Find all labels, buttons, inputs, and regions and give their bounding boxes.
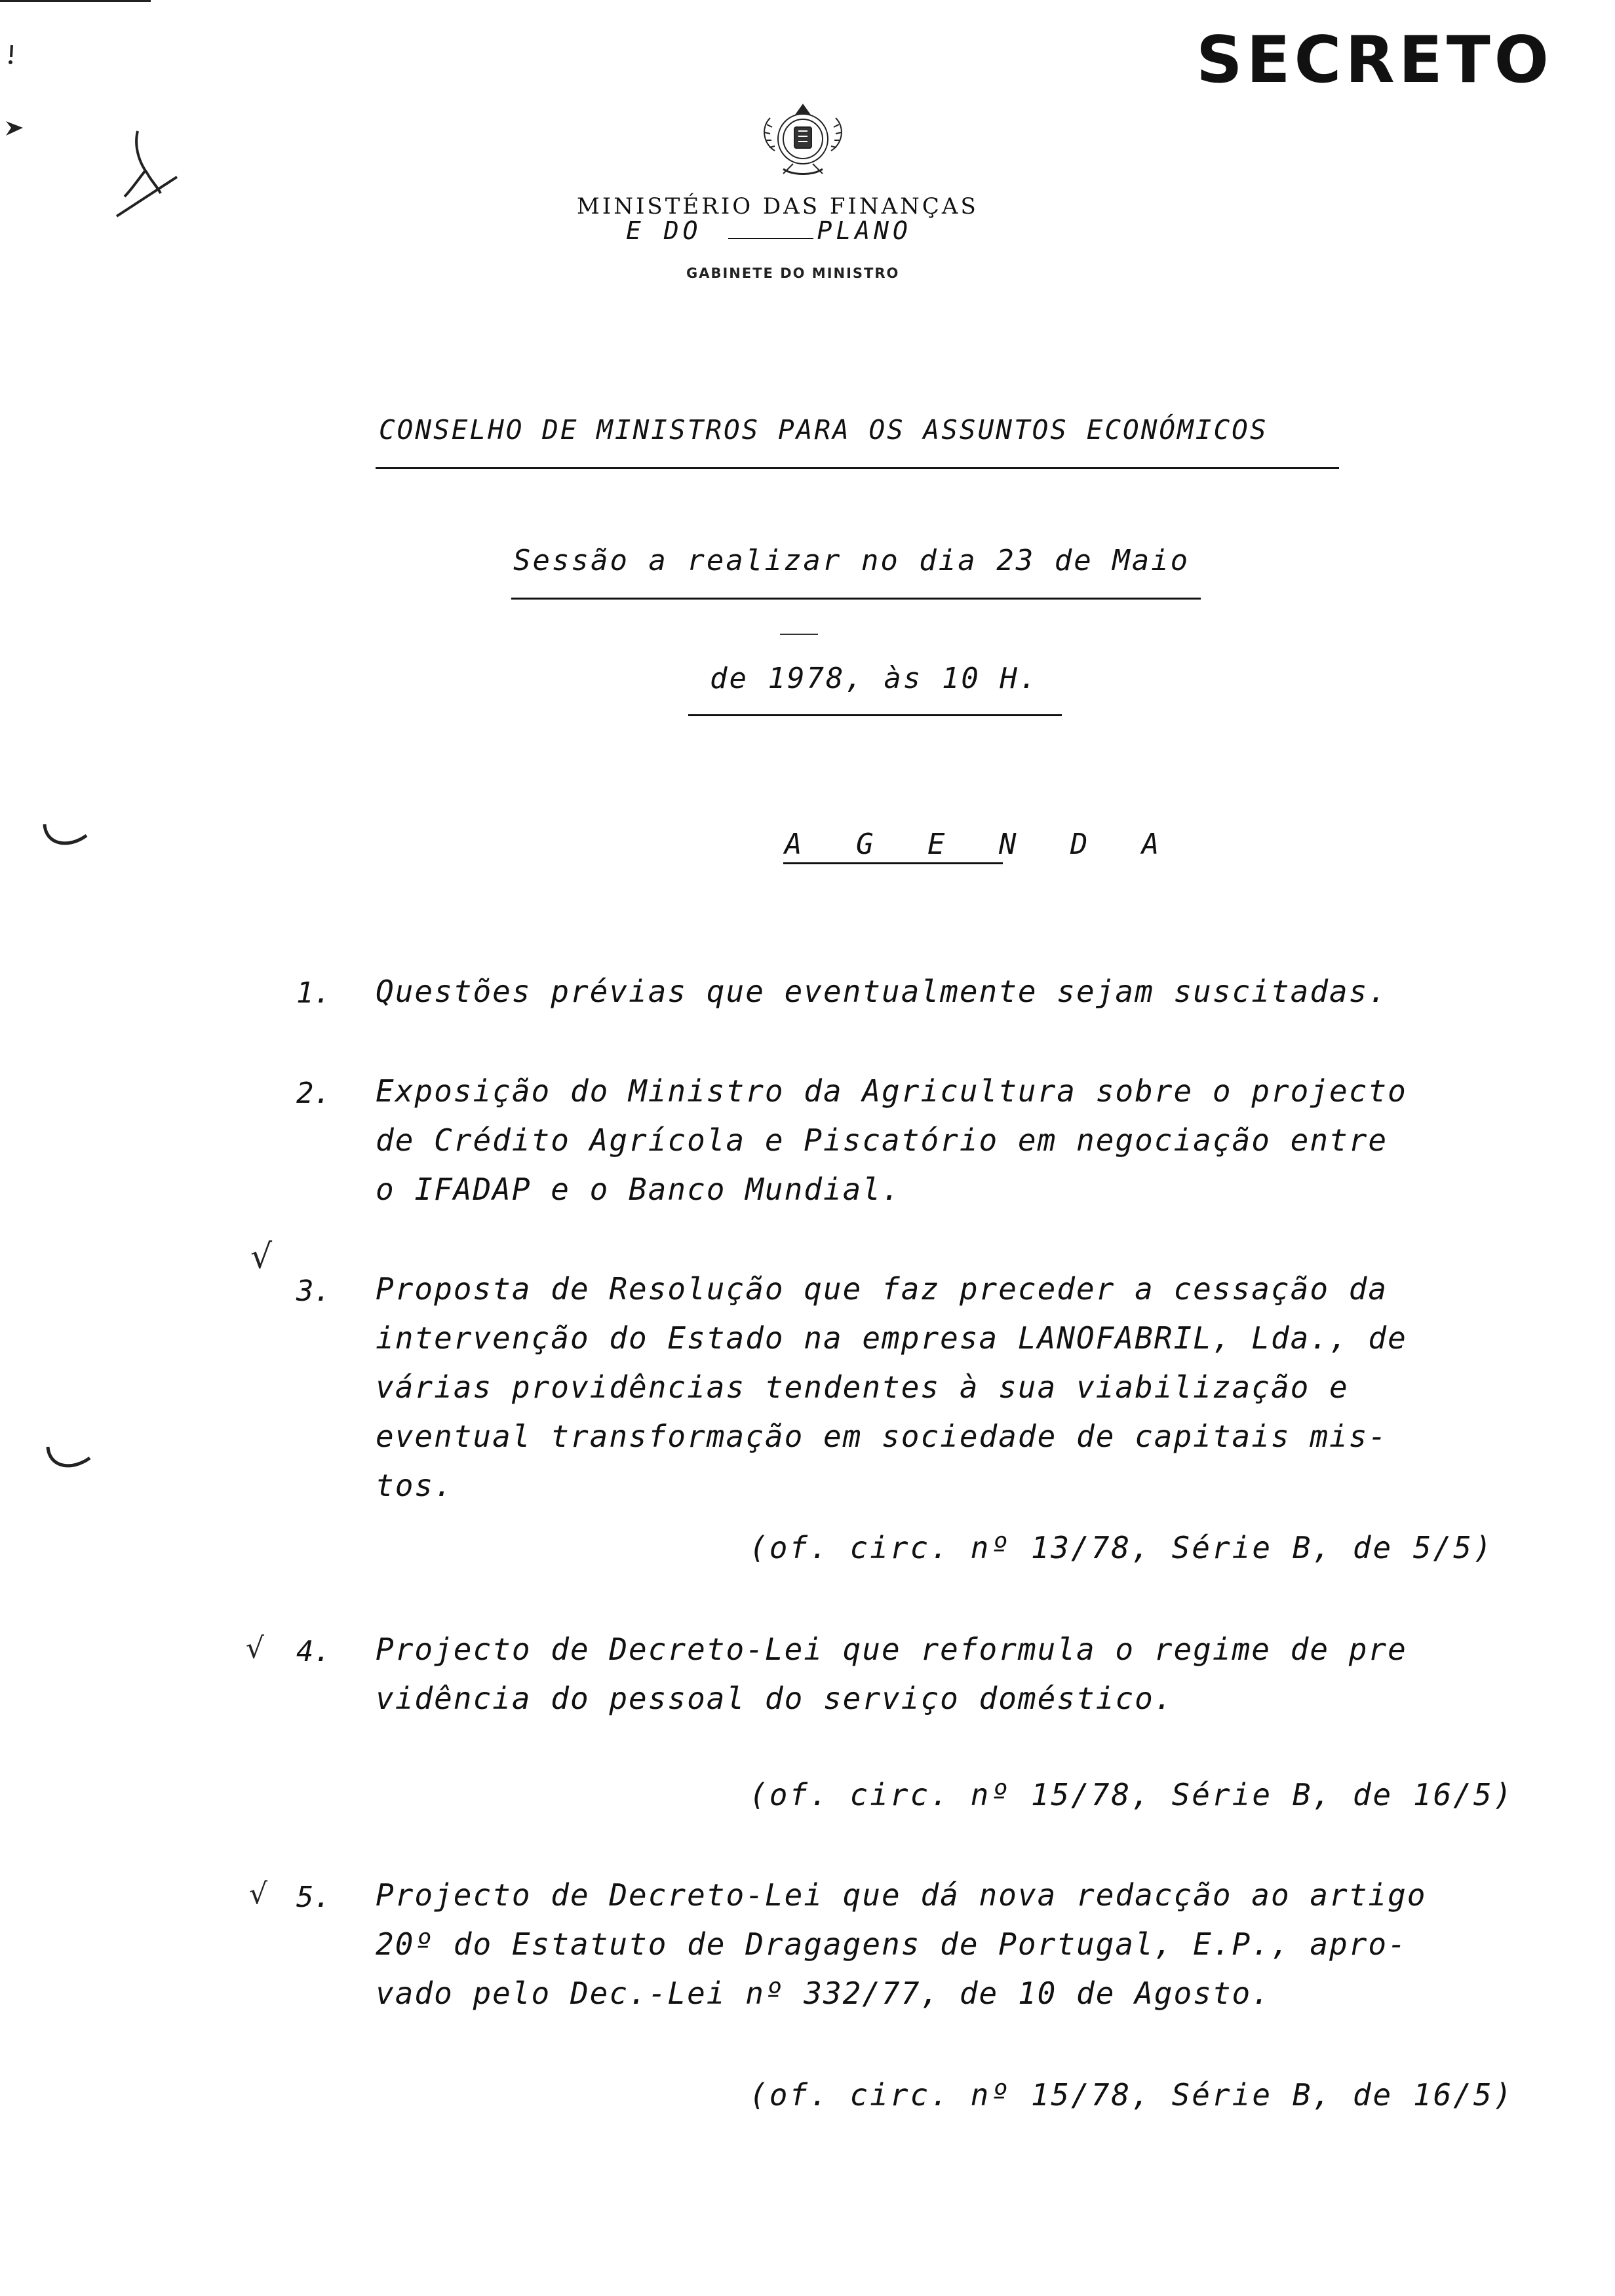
session-line-1-underline bbox=[511, 598, 1201, 600]
ministry-typed-line bbox=[626, 216, 912, 245]
ministry-typed-right: PLANO bbox=[817, 216, 912, 245]
agenda-item-1-text: Questões prévias que eventualmente sejam suscitadas. bbox=[376, 974, 1388, 1009]
cabinet-label: GABINETE DO MINISTRO bbox=[686, 265, 900, 281]
session-line-1: Sessão a realizar no dia 23 de Maio bbox=[513, 544, 1190, 577]
agenda-item-3-text: Proposta de Resolução que faz preceder a cessação da intervenção do Estado na empresa LANOFABRIL, Lda., de várias providências tendentes à sua viabilização e eventual transformação em sociedade de capitais mis- tos. bbox=[376, 1271, 1407, 1503]
agenda-item-2-number: 2. bbox=[296, 1077, 331, 1110]
agenda-title-underline bbox=[783, 862, 1003, 864]
dash-mark bbox=[780, 634, 818, 635]
agenda-item-5-text: Projecto de Decreto-Lei que dá nova redacção ao artigo 20º do Estatuto de Dragagens de Portugal, E.P., apro- vado pelo Dec.-Lei nº 332/77, de 10 de Agosto. bbox=[376, 1877, 1427, 2011]
coat-of-arms-icon bbox=[747, 98, 859, 183]
blank-line bbox=[728, 222, 813, 239]
agenda-title: A G E N D A bbox=[785, 828, 1178, 861]
agenda-item-3-reference: (of. circ. nº 13/78, Série B, de 5/5) bbox=[749, 1530, 1494, 1565]
ministry-typed-left: E DO bbox=[626, 216, 702, 245]
check-mark: √ bbox=[249, 1877, 268, 1911]
margin-bracket-icon bbox=[43, 1442, 95, 1481]
agenda-item-4-number: 4. bbox=[296, 1635, 331, 1668]
margin-arrow-icon bbox=[3, 115, 29, 141]
agenda-item-5-number: 5. bbox=[296, 1881, 331, 1914]
margin-tick-icon bbox=[5, 43, 18, 69]
check-mark: √ bbox=[250, 1237, 273, 1276]
ministry-name: MINISTÉRIO DAS FINANÇAS bbox=[577, 193, 979, 220]
check-mark: √ bbox=[246, 1632, 265, 1665]
agenda-item-4-reference: (of. circ. nº 15/78, Série B, de 16/5) bbox=[749, 1777, 1514, 1812]
council-title-underline bbox=[376, 467, 1339, 469]
agenda-item-2-text: Exposição do Ministro da Agricultura sobre o projecto de Crédito Agrícola e Piscatório em negociação entre o IFADAP e o Banco Mundial. bbox=[376, 1073, 1407, 1207]
agenda-item-1-number: 1. bbox=[296, 976, 331, 1010]
agenda-item-4-text: Projecto de Decreto-Lei que reformula o regime de pre vidência do pessoal do serviço doméstico. bbox=[376, 1632, 1407, 1716]
agenda-item-3-number: 3. bbox=[296, 1274, 331, 1308]
session-line-2: de 1978, às 10 H. bbox=[710, 662, 1039, 695]
agenda-item-5-reference: (of. circ. nº 15/78, Série B, de 16/5) bbox=[749, 2077, 1514, 2113]
handwritten-lambda-icon bbox=[111, 124, 184, 223]
margin-bracket-icon bbox=[39, 819, 92, 858]
classification-stamp: SECRETO bbox=[1196, 23, 1553, 98]
council-title: CONSELHO DE MINISTROS PARA OS ASSUNTOS ECONÓMICOS bbox=[379, 414, 1268, 446]
top-edge-line bbox=[0, 0, 151, 2]
session-line-2-underline bbox=[688, 714, 1062, 716]
